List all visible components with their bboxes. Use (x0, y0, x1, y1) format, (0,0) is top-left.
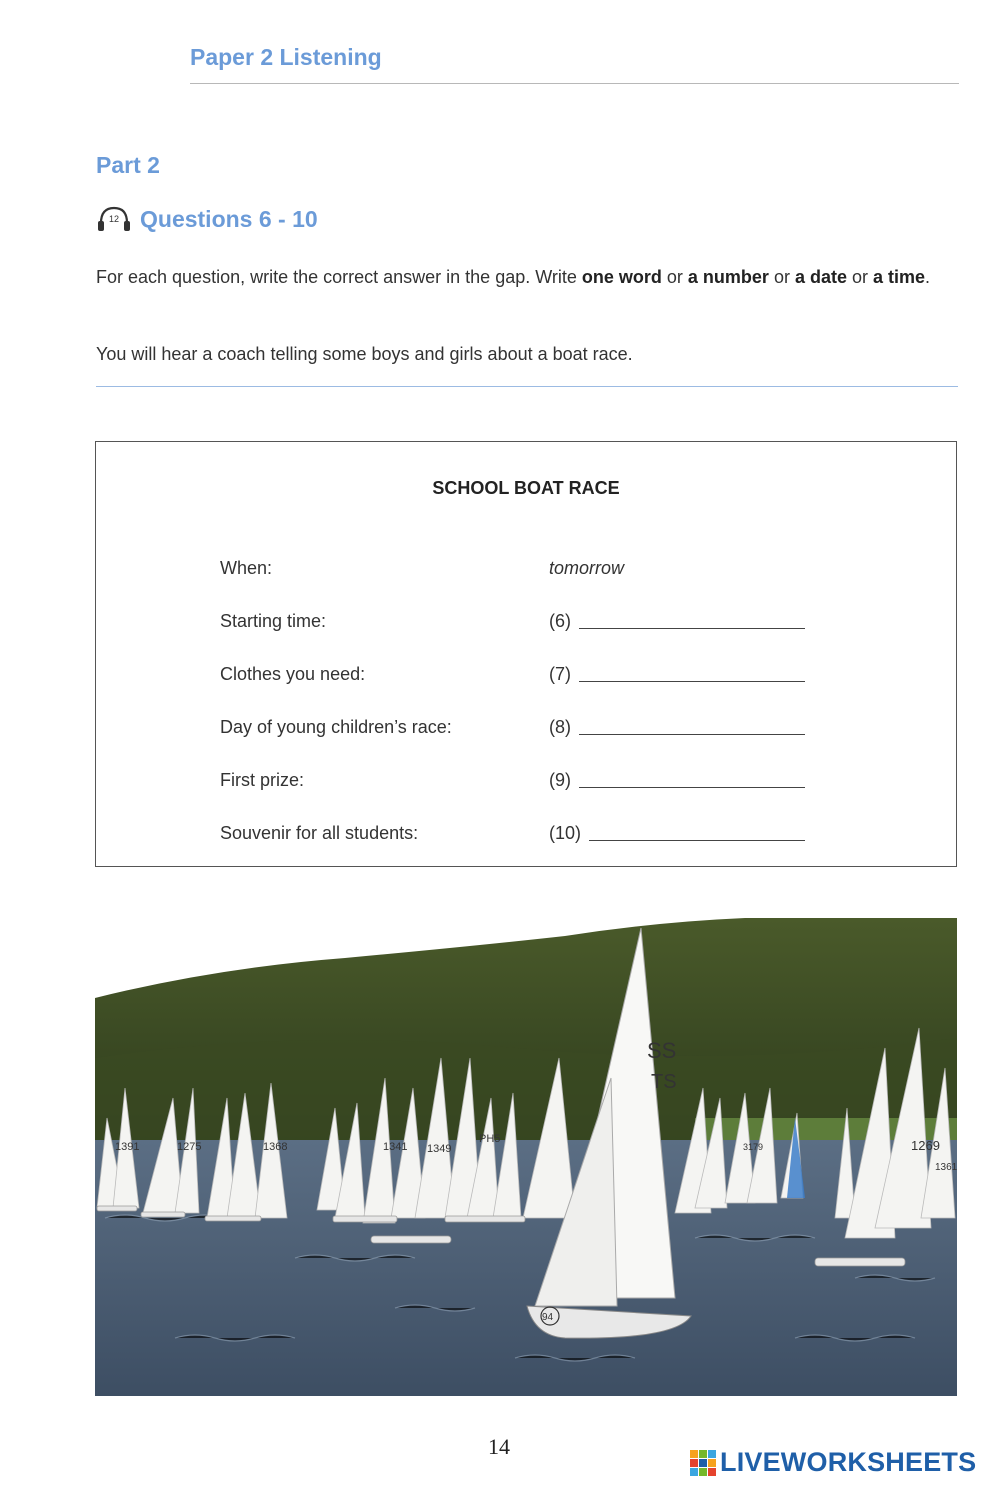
sail-number: 1361 (935, 1162, 957, 1173)
sail-number: 3179 (743, 1142, 764, 1152)
sail-number: PH5 (479, 1133, 501, 1145)
liveworksheets-grid-icon (690, 1448, 718, 1478)
question-number: (7) (549, 664, 571, 684)
row-label-first-prize: First prize: (220, 770, 305, 790)
sail-number: 1349 (427, 1143, 452, 1155)
questions-heading (96, 203, 318, 235)
row-label-starting-time: Starting time: (220, 611, 327, 631)
sail-number: 1368 (263, 1141, 288, 1153)
liveworksheets-logo (690, 1447, 976, 1478)
answer-blank-6[interactable] (579, 628, 805, 629)
row-answer-9 (549, 770, 805, 791)
answer-blank-9[interactable] (579, 787, 805, 788)
answer-blank-10[interactable] (589, 840, 805, 841)
example-answer: tomorrow (549, 558, 625, 578)
question-number: (6) (549, 611, 571, 631)
question-number: (10) (549, 823, 582, 843)
sail-number: SS (647, 1038, 677, 1063)
sailboats-image (95, 918, 957, 1396)
header-divider (190, 83, 959, 84)
blue-divider (96, 386, 958, 387)
track-number: 12 (108, 214, 120, 224)
headphones-audio-icon (96, 203, 132, 235)
sail-number: 94 (542, 1312, 554, 1323)
instructions-text: For each question, write the correct answer in the gap. Write one word or a number or a date or a time. (96, 267, 931, 287)
row-answer-7 (549, 664, 805, 685)
form-title: SCHOOL BOAT RACE (432, 478, 620, 498)
page-number: 14 (488, 1434, 510, 1459)
row-answer-10 (549, 823, 805, 844)
answer-blank-8[interactable] (579, 734, 805, 735)
row-label-souvenir: Souvenir for all students: (220, 823, 419, 843)
sail-number: TS (651, 1071, 677, 1093)
context-text: You will hear a coach telling some boys and girls about a boat race. (96, 344, 633, 364)
sail-number: 1269 (911, 1138, 940, 1153)
sail-number: 1275 (177, 1141, 202, 1153)
row-label-clothes: Clothes you need: (220, 664, 366, 684)
questions-title: Questions 6 - 10 (140, 205, 318, 232)
question-number: (8) (549, 717, 571, 737)
section-header: Paper 2 Listening (190, 44, 382, 70)
brand-name: LIVEWORKSHEETS (720, 1447, 977, 1477)
row-answer-8 (549, 717, 805, 738)
answer-form-box (95, 441, 957, 867)
question-number: (9) (549, 770, 571, 790)
part-title: Part 2 (96, 152, 160, 178)
sail-number: 1341 (383, 1141, 408, 1153)
row-label-young-race-day: Day of young children’s race: (220, 717, 452, 737)
row-answer-6 (549, 611, 805, 632)
answer-blank-7[interactable] (579, 681, 805, 682)
boat-race-photo (95, 918, 957, 1396)
row-label-when: When: (220, 558, 273, 578)
sail-number: 1391 (115, 1141, 140, 1153)
row-value-when (549, 558, 624, 579)
